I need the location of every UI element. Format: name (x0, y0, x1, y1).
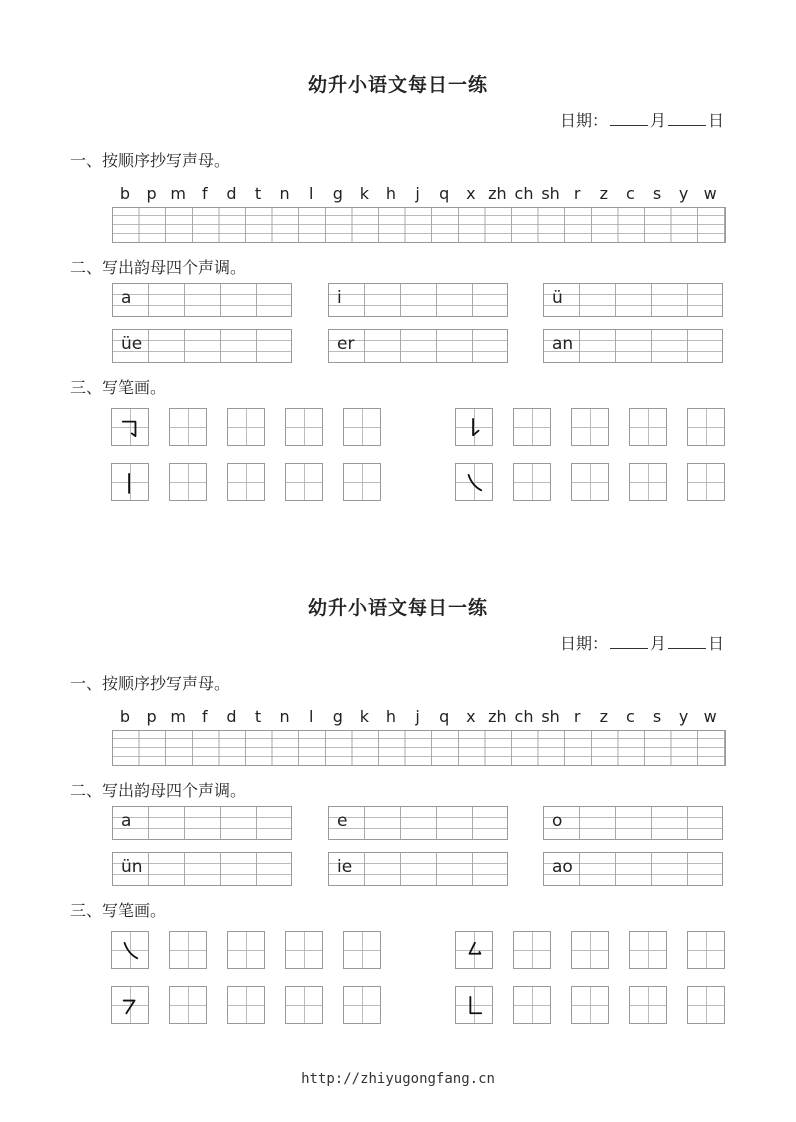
initial-letter: q (439, 184, 450, 203)
initial-letter: x (466, 184, 476, 203)
vowel-writing-box[interactable]: e (328, 806, 508, 840)
initial-letter: l (308, 707, 314, 726)
stroke-example-box (455, 408, 493, 446)
stroke-shu-icon (120, 470, 140, 496)
tian-writing-box[interactable] (169, 408, 207, 446)
tian-writing-box[interactable] (285, 986, 323, 1024)
initial-letter: d (226, 707, 237, 726)
initial-letter: g (332, 707, 343, 726)
initial-letter: c (625, 707, 635, 726)
tian-writing-box[interactable] (169, 931, 207, 969)
initial-letter: z (599, 707, 608, 726)
section-1-heading: 一、按顺序抄写声母。 (70, 151, 231, 170)
tian-writing-box[interactable] (571, 463, 609, 501)
tian-writing-box[interactable] (343, 986, 381, 1024)
initial-letter: y (678, 707, 689, 726)
stroke-example-box (111, 463, 149, 501)
tian-writing-box[interactable] (629, 408, 667, 446)
date-line: 日期： 月 日 (559, 111, 724, 130)
vowel-writing-box[interactable]: ü (543, 283, 723, 317)
tian-writing-box[interactable] (285, 931, 323, 969)
initial-letter: y (678, 184, 689, 203)
stroke-example-box (455, 931, 493, 969)
worksheet-title: 幼升小语文每日一练 (307, 74, 488, 96)
vowel-writing-box[interactable]: an (543, 329, 723, 363)
initial-letter: s (652, 184, 662, 203)
initial-letter: h (385, 707, 397, 726)
initial-letter: h (385, 184, 397, 203)
initial-letter: q (439, 707, 450, 726)
stroke-hengzhegou-icon (120, 415, 140, 441)
initial-letter: s (652, 707, 662, 726)
stroke-example-box (111, 931, 149, 969)
initial-letter: j (415, 184, 420, 203)
tian-writing-box[interactable] (513, 931, 551, 969)
initial-letter: t (254, 184, 262, 203)
tian-writing-box[interactable] (169, 463, 207, 501)
stroke-hengpie-icon (120, 993, 140, 1019)
initial-letter: sh (541, 707, 560, 726)
tian-writing-box[interactable] (687, 931, 725, 969)
tian-writing-box[interactable] (513, 408, 551, 446)
vowel-writing-box[interactable]: üe (112, 329, 292, 363)
footer-url[interactable]: http://zhiyugongfang.cn (301, 1071, 495, 1087)
initial-letter: m (170, 707, 186, 726)
tian-writing-box[interactable] (629, 463, 667, 501)
worksheet-2 (0, 523, 796, 1023)
initial-letter: n (279, 707, 290, 726)
tian-writing-box[interactable] (227, 986, 265, 1024)
tian-writing-box[interactable] (629, 986, 667, 1024)
initial-letter: ch (514, 184, 534, 203)
worksheet-title: 幼升小语文每日一练 (307, 597, 488, 619)
initial-letter: b (119, 707, 131, 726)
tian-writing-box[interactable] (285, 463, 323, 501)
initial-letter: zh (488, 184, 507, 203)
stroke-na-icon (120, 938, 140, 964)
initial-letter: n (279, 184, 290, 203)
date-line: 日期： 月 日 (559, 634, 724, 653)
initial-letter: r (573, 184, 581, 203)
initial-letter: b (119, 184, 131, 203)
section-1-heading: 一、按顺序抄写声母。 (70, 674, 231, 693)
tian-writing-box[interactable] (343, 463, 381, 501)
initials-writing-grid[interactable] (112, 730, 726, 766)
initial-letter: w (703, 707, 717, 726)
initials-writing-grid[interactable] (112, 207, 726, 243)
initial-letter: p (146, 707, 157, 726)
initial-letter: z (599, 184, 608, 203)
worksheet-1 (0, 0, 796, 500)
vowel-writing-box[interactable]: a (112, 283, 292, 317)
initial-letter: ch (514, 707, 534, 726)
vowel-writing-box[interactable]: ün (112, 852, 292, 886)
tian-writing-box[interactable] (571, 408, 609, 446)
section-2-heading: 二、写出韵母四个声调。 (70, 781, 247, 800)
tian-writing-box[interactable] (285, 408, 323, 446)
section-3-heading: 三、写笔画。 (70, 901, 167, 920)
initial-letter: sh (541, 184, 560, 203)
vowel-writing-box[interactable]: i (328, 283, 508, 317)
initial-letter: x (466, 707, 476, 726)
initial-letter: j (415, 707, 420, 726)
vowel-writing-box[interactable]: o (543, 806, 723, 840)
initial-letter: f (201, 707, 208, 726)
stroke-example-box (455, 986, 493, 1024)
initial-letter: f (201, 184, 208, 203)
initial-letter: m (170, 184, 186, 203)
initials-row (112, 184, 726, 204)
tian-writing-box[interactable] (571, 986, 609, 1024)
tian-writing-box[interactable] (513, 986, 551, 1024)
initial-letter: l (308, 184, 314, 203)
initial-letter: zh (488, 707, 507, 726)
section-2-heading: 二、写出韵母四个声调。 (70, 258, 247, 277)
initial-letter: g (332, 184, 343, 203)
initial-letter: t (254, 707, 262, 726)
initial-letter: d (226, 184, 237, 203)
initial-letter: c (625, 184, 635, 203)
vowel-writing-box[interactable]: ao (543, 852, 723, 886)
vowel-writing-box[interactable]: er (328, 329, 508, 363)
stroke-example-box (111, 986, 149, 1024)
tian-writing-box[interactable] (687, 986, 725, 1024)
initial-letter: k (359, 707, 370, 726)
stroke-shuti-icon (464, 415, 484, 441)
tian-writing-box[interactable] (227, 463, 265, 501)
initial-letter: r (573, 707, 581, 726)
stroke-shuzhe-icon (464, 993, 484, 1019)
tian-writing-box[interactable] (687, 408, 725, 446)
stroke-piezhe-icon (464, 938, 484, 964)
tian-writing-box[interactable] (343, 931, 381, 969)
stroke-na-icon (464, 470, 484, 496)
vowel-writing-box[interactable]: ie (328, 852, 508, 886)
tian-writing-box[interactable] (629, 931, 667, 969)
tian-writing-box[interactable] (227, 931, 265, 969)
tian-writing-box[interactable] (343, 408, 381, 446)
initial-letter: w (703, 184, 717, 203)
initials-row (112, 707, 726, 727)
initial-letter: k (359, 184, 370, 203)
tian-writing-box[interactable] (687, 463, 725, 501)
tian-writing-box[interactable] (227, 408, 265, 446)
stroke-example-box (111, 408, 149, 446)
tian-writing-box[interactable] (513, 463, 551, 501)
vowel-writing-box[interactable]: a (112, 806, 292, 840)
tian-writing-box[interactable] (571, 931, 609, 969)
stroke-example-box (455, 463, 493, 501)
initial-letter: p (146, 184, 157, 203)
tian-writing-box[interactable] (169, 986, 207, 1024)
section-3-heading: 三、写笔画。 (70, 378, 167, 397)
